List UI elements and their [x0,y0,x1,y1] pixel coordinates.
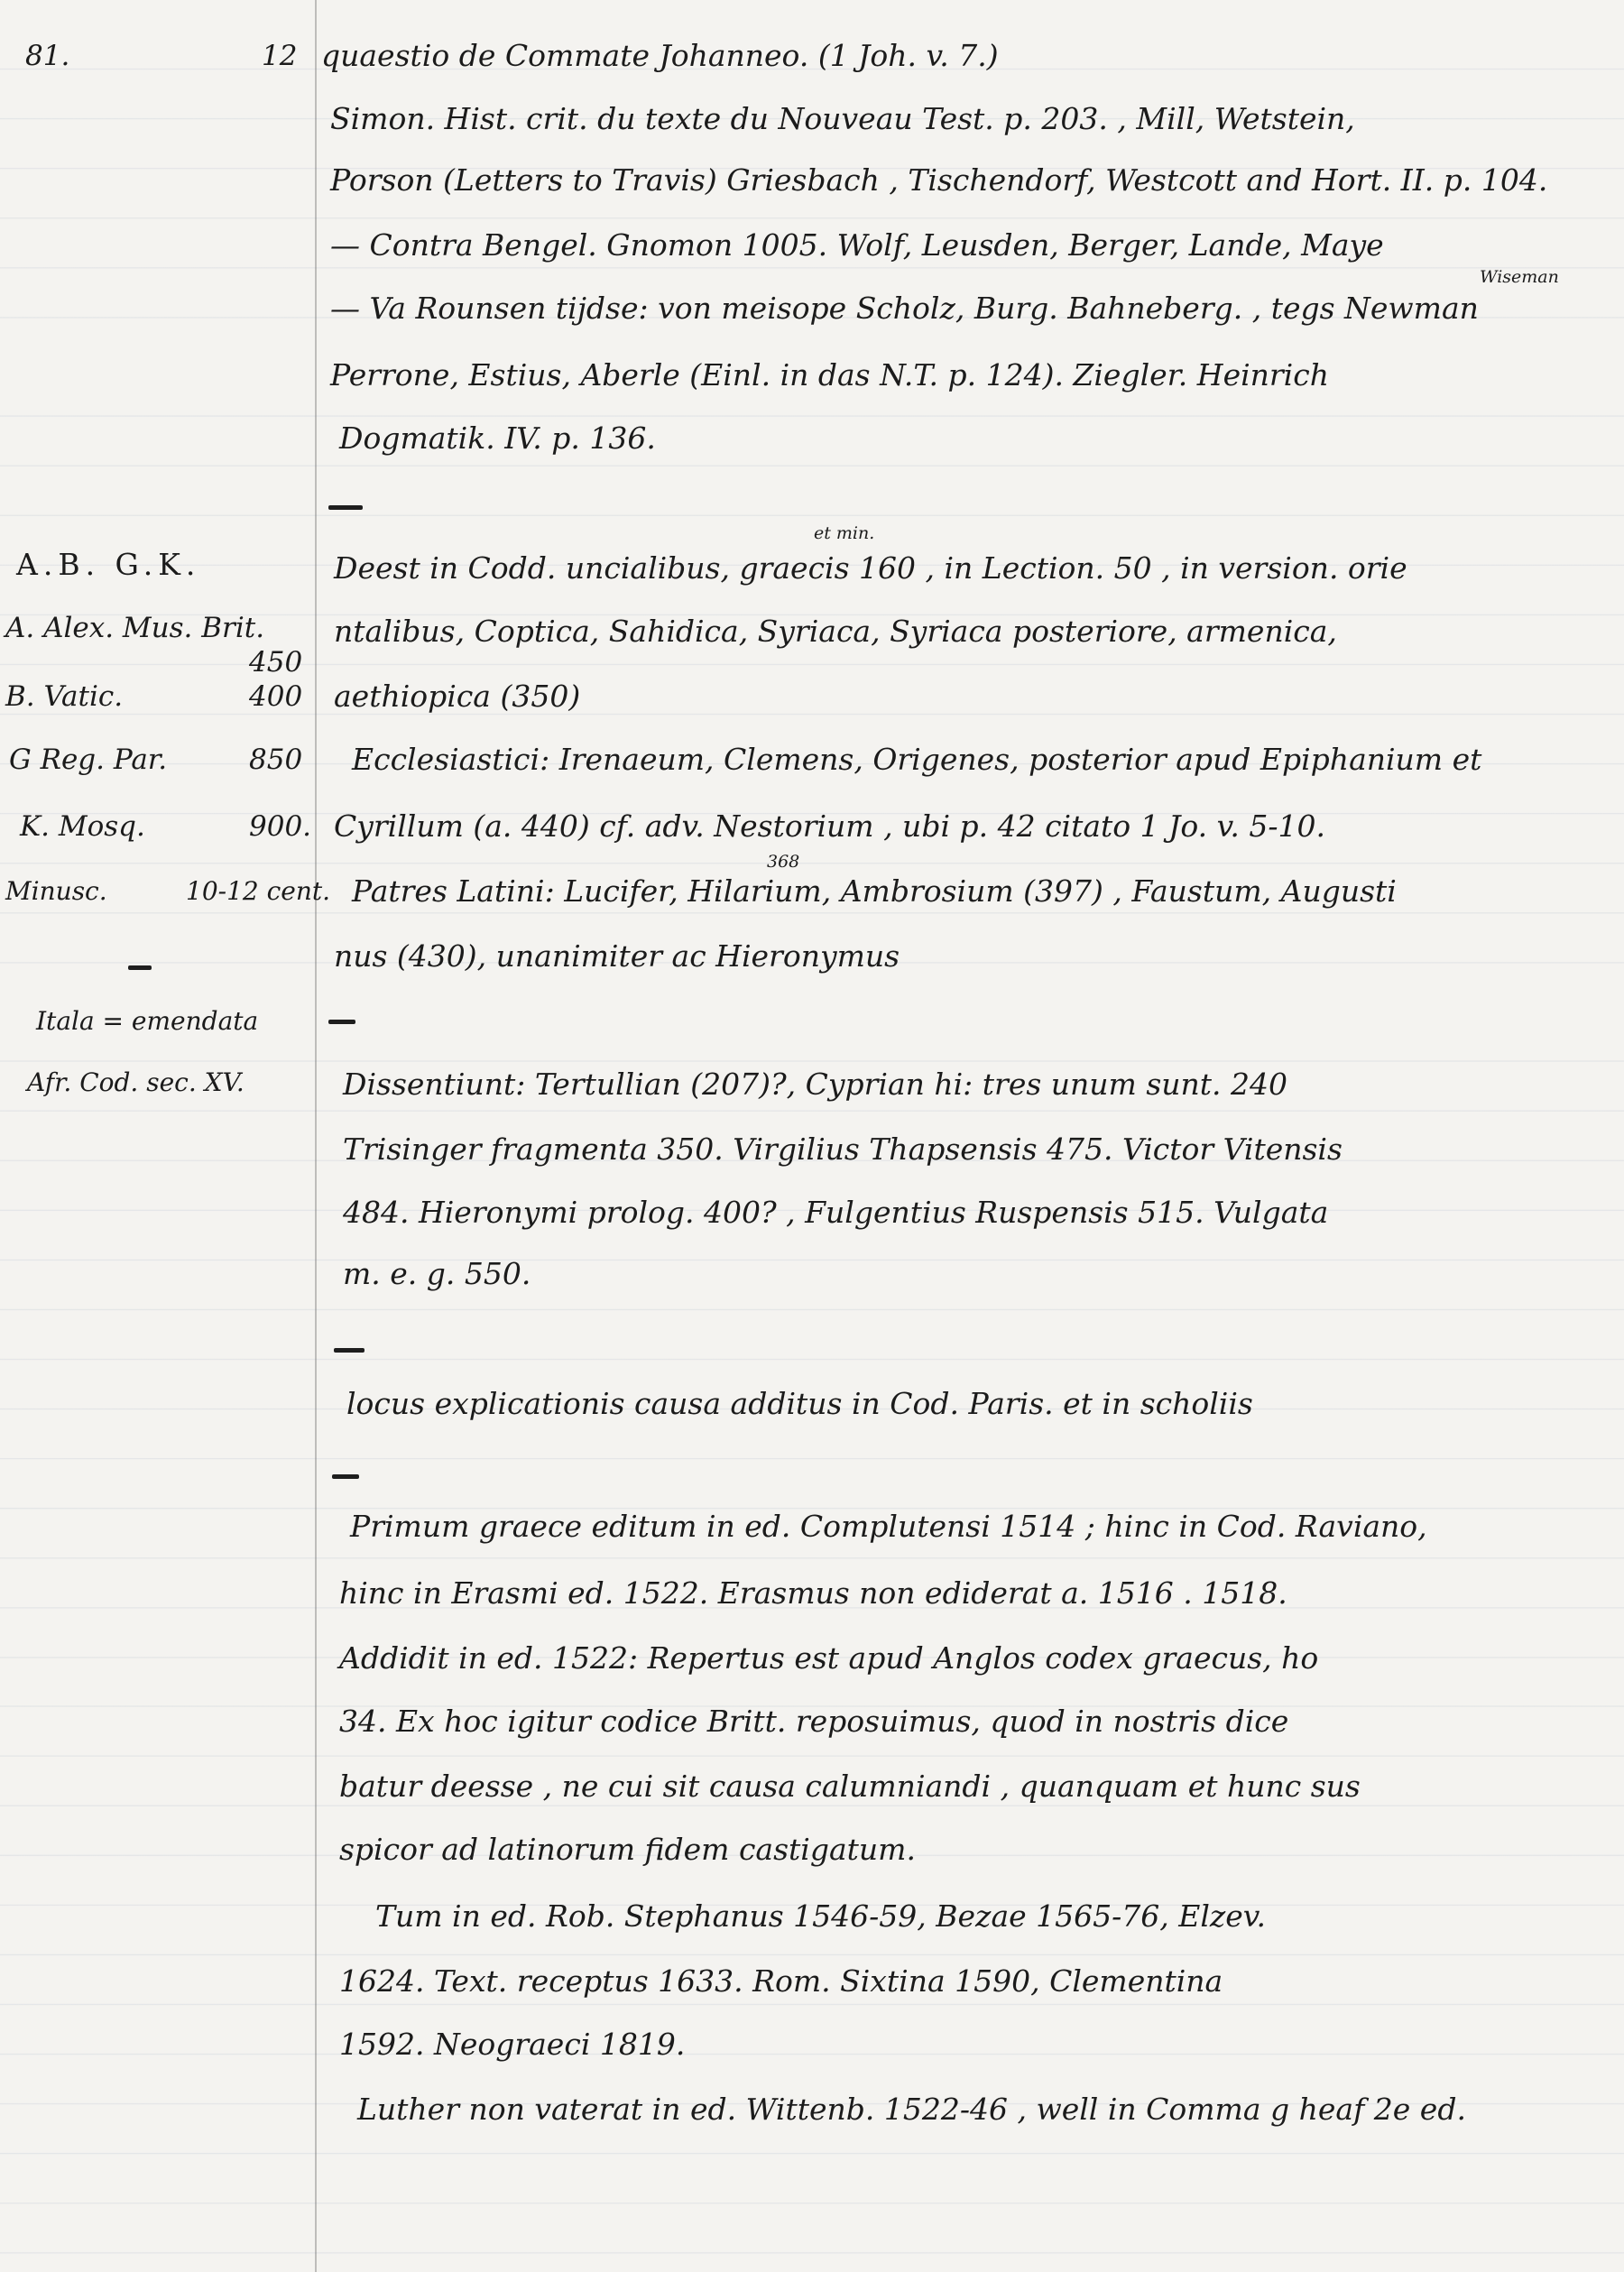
text-line: Dissentiunt: Tertullian (207)?, Cyprian hi: tres unum sunt. 240 [343,1067,1287,1102]
text-line: hinc in Erasmi ed. 1522. Erasmus non ediderat a. 1516 . 1518. [339,1575,1287,1611]
text-line: Tum in ed. Rob. Stephanus 1546-59, Bezae 1565-76, Elzev. [375,1898,1267,1934]
text-line: — Contra Bengel. Gnomon 1005. Wolf, Leusden, Berger, Lande, Maye [330,227,1384,263]
text-line: spicor ad latinorum fidem castigatum. [339,1832,916,1867]
codex-name: B. Vatic. [5,680,124,713]
text-line: Addidit in ed. 1522: Repertus est apud Anglos codex graecus, ho [339,1640,1319,1676]
text-line: Porson (Letters to Travis) Griesbach , Tischendorf, Westcott and Hort. II. p. 104. [330,162,1548,198]
text-line: batur deesse , ne cui sit causa calumniandi , quanquam et hunc sus [339,1769,1361,1804]
text-line: Perrone, Estius, Aberle (Einl. in das N.T. p. 124). Ziegler. Heinrich [330,357,1329,393]
text-line: — Va Rounsen tijdse: von meisope Scholz, Burg. Bahneberg. , tegs Newman [330,291,1479,326]
text-line: quaestio de Commate Johanneo. (1 Joh. v. 7.) [321,38,999,73]
text-line: Deest in Codd. uncialibus, graecis 160 , in Lection. 50 , in version. orie [334,550,1407,586]
codex-date: 400 [249,680,303,713]
codex-date: 900. [249,810,312,843]
text-line: aethiopica (350) [334,679,581,714]
text-line: m. e. g. 550. [343,1256,531,1291]
itala-note: Itala = emendata [36,1006,259,1036]
interlinear-addition: Wiseman [1480,267,1559,287]
codex-name: G Reg. Par. [9,743,168,776]
text-line: Ecclesiastici: Irenaeum, Clemens, Origenes, posterior apud Epiphanium et [352,742,1482,777]
text-line: Simon. Hist. crit. du texte du Nouveau Test. p. 203. , Mill, Wetstein, [330,101,1355,136]
codex-name: A. Alex. Mus. Brit. [5,612,265,644]
text-line: Trisinger fragmenta 350. Virgilius Thapsensis 475. Victor Vitensis [343,1131,1343,1167]
codex-name: K. Mosq. [20,810,145,843]
codex-date: 450 [249,646,303,679]
text-line: Patres Latini: Lucifer, Hilarium, Ambrosium (397) , Faustum, Augusti [352,873,1397,909]
text-line: Primum graece editum in ed. Complutensi 1514 ; hinc in Cod. Raviano, [350,1509,1427,1544]
codex-name: Minusc. [5,876,107,906]
section-dash [328,505,363,510]
interlinear-addition: et min. [814,523,875,543]
text-line: 1624. Text. receptus 1633. Rom. Sixtina 1590, Clementina [339,1963,1223,1999]
margin-rule [315,0,317,2272]
text-line: Dogmatik. IV. p. 136. [339,420,656,456]
text-line: nus (430), unanimiter ac Hieronymus [334,938,900,974]
text-line: 484. Hieronymi prolog. 400? , Fulgentius Ruspensis 515. Vulgata [343,1195,1329,1230]
margin-dash [128,965,152,970]
text-line: ntalibus, Coptica, Sahidica, Syriaca, Syriaca posteriore, armenica, [334,614,1337,649]
interlinear-addition: 368 [767,852,800,872]
text-line: locus explicationis causa additus in Cod. Paris. et in scholiis [346,1386,1253,1421]
text-line: 1592. Neograeci 1819. [339,2027,686,2062]
entry-number: 81. [25,40,70,72]
codex-date: 850 [249,743,303,776]
afr-note: Afr. Cod. sec. XV. [27,1067,245,1097]
text-line: 34. Ex hoc igitur codice Britt. reposuimus, quod in nostris dice [339,1704,1289,1739]
sigla-codices: A.B. G.K. [16,547,201,582]
codex-date: 10-12 cent. [186,876,331,906]
section-dash [334,1348,364,1353]
section-dash [332,1474,359,1479]
page-number-mark: 12 [262,40,298,72]
text-line: Luther non vaterat in ed. Wittenb. 1522-46 , well in Comma g heaf 2e ed. [357,2092,1466,2127]
text-line: Cyrillum (a. 440) cf. adv. Nestorium , ubi p. 42 citato 1 Jo. v. 5-10. [334,808,1325,844]
section-dash [328,1020,355,1024]
